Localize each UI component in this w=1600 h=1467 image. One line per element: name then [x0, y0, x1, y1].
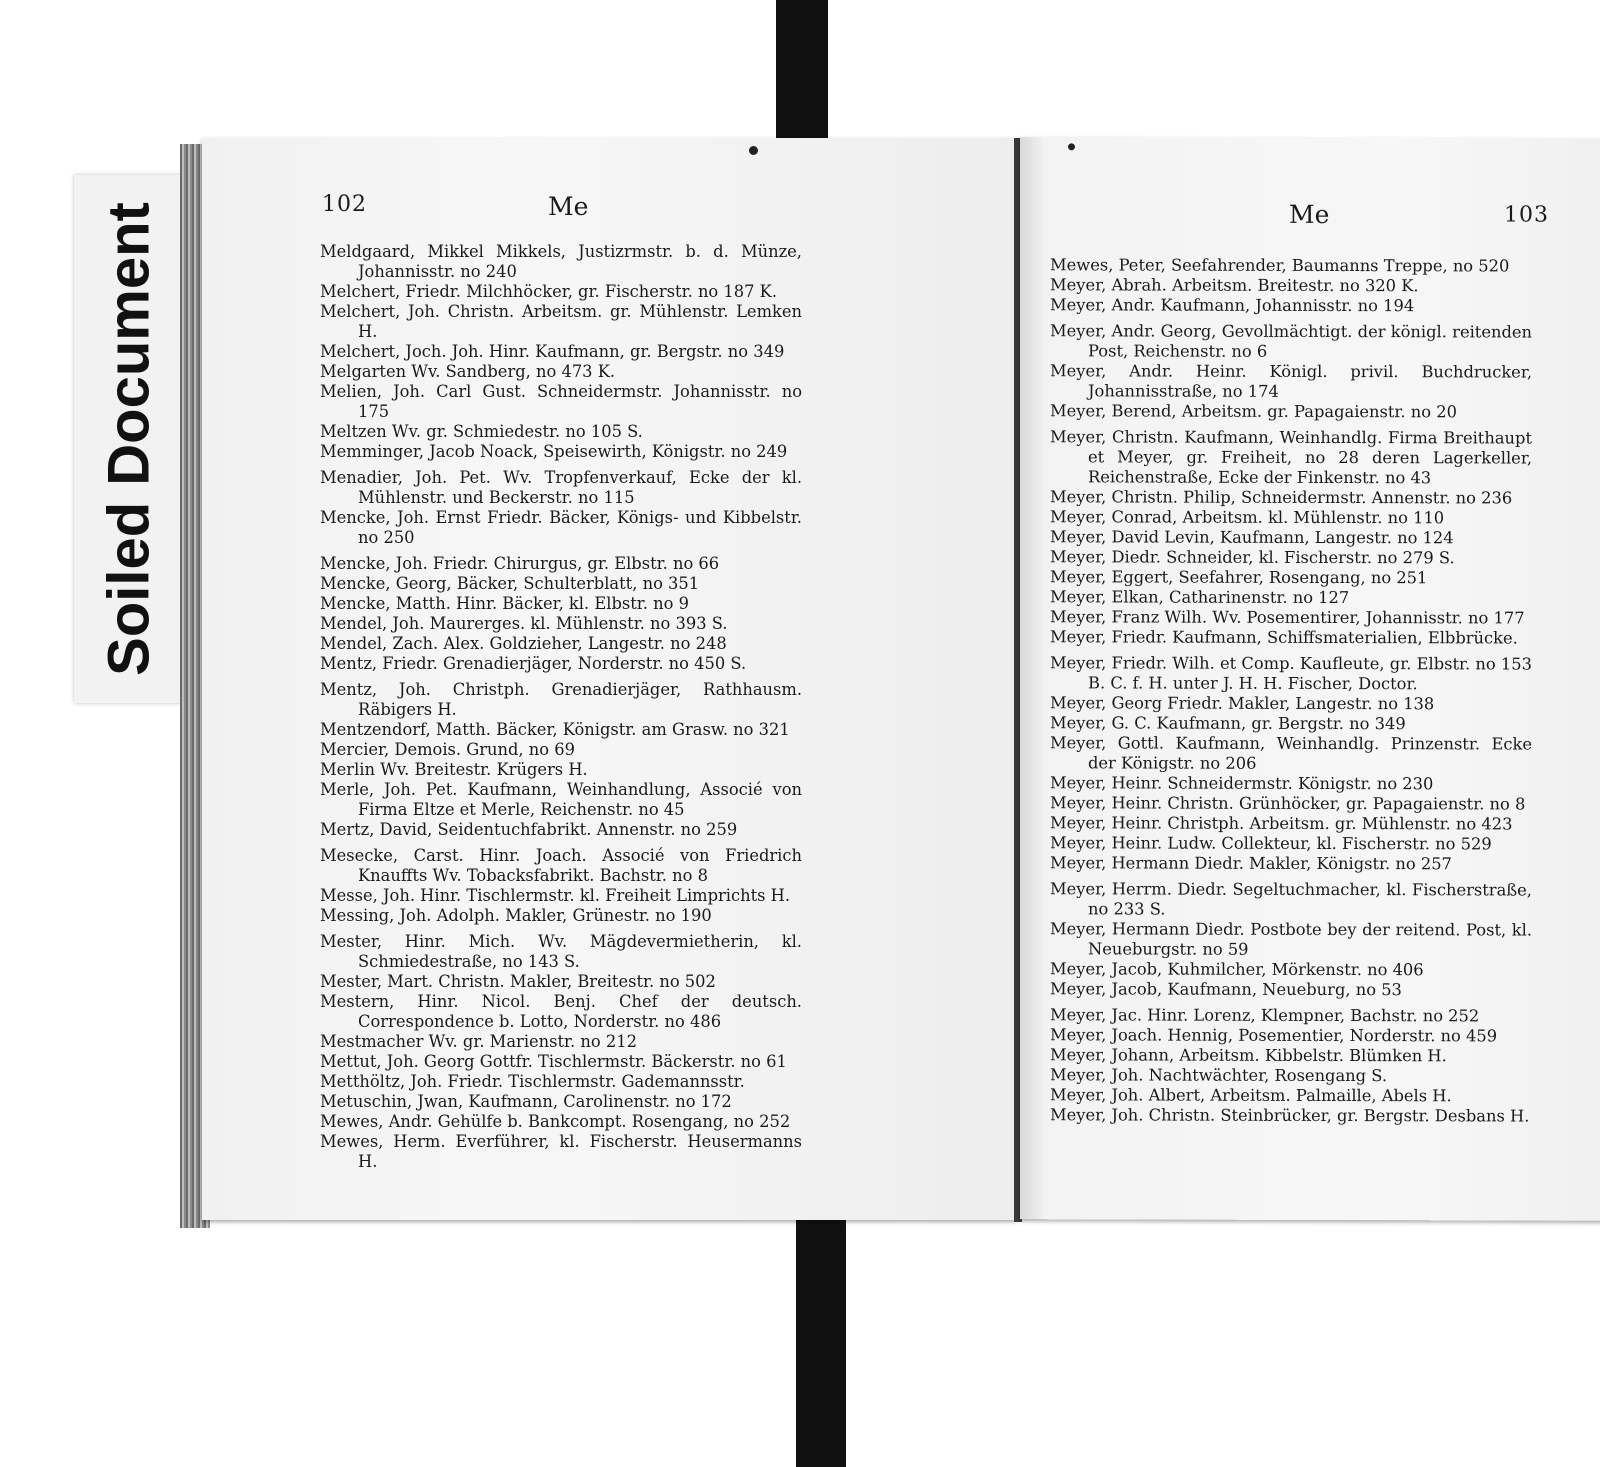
directory-entry: Mentz, Friedr. Grenadierjäger, Norderstr. no 450 S.: [320, 654, 747, 673]
directory-entry: Mencke, Georg, Bäcker, Schulterblatt, no 351: [320, 574, 700, 593]
directory-entry: Meyer, Andr. Heinr. Königl. privil. Buchdrucker, Johannisstraße, no 174: [1050, 361, 1532, 401]
directory-entry: Metuschin, Jwan, Kaufmann, Carolinenstr. no 172: [320, 1092, 732, 1111]
directory-entry: Meyer, Heinr. Ludw. Collekteur, kl. Fischerstr. no 529: [1050, 833, 1492, 854]
directory-entry: Mestern, Hinr. Nicol. Benj. Chef der deutsch. Correspondence b. Lotto, Norderstr. no 486: [320, 992, 802, 1031]
directory-entry: Mewes, Herm. Everführer, kl. Fischerstr. Heusermanns H.: [320, 1132, 802, 1171]
directory-entry: Melchert, Joch. Joh. Hinr. Kaufmann, gr. Bergstr. no 349: [320, 342, 785, 361]
directory-entry: Messe, Joh. Hinr. Tischlermstr. kl. Freiheit Limprichts H.: [320, 886, 791, 905]
directory-entry: Meyer, Herrm. Diedr. Segeltuchmacher, kl. Fischerstraße, no 233 S.: [1050, 879, 1532, 919]
scanner-strap-bottom: [796, 1205, 846, 1467]
directory-entry: Mewes, Peter, Seefahrender, Baumanns Treppe, no 520: [1050, 255, 1510, 276]
page-number-right: 103: [1504, 202, 1549, 228]
soiled-document-label: [74, 175, 184, 703]
directory-entry: Memminger, Jacob Noack, Speisewirth, Königstr. no 249: [320, 442, 788, 461]
directory-entry: Mentzendorf, Matth. Bäcker, Königstr. am Grasw. no 321: [320, 720, 790, 739]
directory-entry: Meyer, G. C. Kaufmann, gr. Bergstr. no 349: [1050, 713, 1406, 734]
left-entry-list: [320, 242, 802, 1172]
directory-entry: Meyer, Jacob, Kuhmilcher, Mörkenstr. no 406: [1050, 959, 1424, 980]
directory-entry: Meyer, Friedr. Kaufmann, Schiffsmaterialien, Elbbrücke.: [1050, 627, 1518, 648]
directory-entry: Mesecke, Carst. Hinr. Joach. Associé von Friedrich Knauffts Wv. Tobacksfabrikt. Bachstr. no 8: [320, 846, 802, 885]
directory-entry: Mertz, David, Seidentuchfabrikt. Annenstr. no 259: [320, 820, 738, 839]
directory-entry: Meyer, Eggert, Seefahrer, Rosengang, no 251: [1050, 567, 1428, 588]
directory-entry: Merle, Joh. Pet. Kaufmann, Weinhandlung, Associé von Firma Eltze et Merle, Reichenstr. no 45: [320, 780, 802, 819]
directory-entry: Meyer, Elkan, Catharinenstr. no 127: [1050, 587, 1350, 608]
scanner-strap-top: [776, 0, 828, 150]
directory-entry: Mendel, Zach. Alex. Goldzieher, Langestr. no 248: [320, 634, 727, 653]
directory-entry: Meyer, Hermann Diedr. Makler, Königstr. no 257: [1050, 853, 1452, 874]
directory-entry: Mencke, Joh. Ernst Friedr. Bäcker, Königs- und Kibbelstr. no 250: [320, 508, 802, 547]
right-page: [1020, 137, 1600, 1221]
directory-entry: Melgarten Wv. Sandberg, no 473 K.: [320, 362, 616, 381]
directory-entry: Meyer, Berend, Arbeitsm. gr. Papagaienstr. no 20: [1050, 401, 1457, 422]
directory-entry: Meldgaard, Mikkel Mikkels, Justizrmstr. b. d. Münze, Johannisstr. no 240: [320, 242, 802, 281]
directory-entry: Merlin Wv. Breitestr. Krügers H.: [320, 760, 588, 779]
directory-entry: Meyer, Christn. Kaufmann, Weinhandlg. Firma Breithaupt et Meyer, gr. Freiheit, no 28 deren Lagerkeller, Reichenstraße, Ecke der Finkenstr. no 43: [1050, 427, 1532, 488]
directory-entry: Menadier, Joh. Pet. Wv. Tropfenverkauf, Ecke der kl. Mühlenstr. und Beckerstr. no 115: [320, 468, 802, 507]
directory-entry: Melchert, Joh. Christn. Arbeitsm. gr. Mühlenstr. Lemken H.: [320, 302, 802, 341]
directory-entry: Mester, Hinr. Mich. Wv. Mägdevermietherin, kl. Schmiedestraße, no 143 S.: [320, 932, 802, 971]
directory-entry: Meyer, Joh. Christn. Steinbrücker, gr. Bergstr. Desbans H.: [1050, 1105, 1530, 1126]
directory-entry: Melchert, Friedr. Milchhöcker, gr. Fischerstr. no 187 K.: [320, 282, 778, 301]
directory-entry: Meyer, Andr. Kaufmann, Johannisstr. no 194: [1050, 295, 1415, 316]
directory-entry: Mendel, Joh. Maurerges. kl. Mühlenstr. no 393 S.: [320, 614, 728, 633]
directory-entry: Meyer, Joh. Albert, Arbeitsm. Palmaille, Abels H.: [1050, 1085, 1452, 1106]
directory-entry: Meyer, Heinr. Christn. Grünhöcker, gr. Papagaienstr. no 8: [1050, 793, 1526, 814]
directory-entry: Meyer, Joh. Nachtwächter, Rosengang S.: [1050, 1065, 1388, 1086]
directory-entry: Mester, Mart. Christn. Makler, Breitestr. no 502: [320, 972, 716, 991]
directory-entry: Meyer, David Levin, Kaufmann, Langestr. no 124: [1050, 527, 1454, 548]
directory-entry: Meyer, Diedr. Schneider, kl. Fischerstr. no 279 S.: [1050, 547, 1455, 568]
left-page: [202, 138, 1016, 1220]
directory-entry: Meyer, Friedr. Wilh. et Comp. Kaufleute, gr. Elbstr. no 153 B. C. f. H. unter J. H. H. Fischer, Doctor.: [1050, 653, 1532, 694]
directory-entry: Mencke, Joh. Friedr. Chirurgus, gr. Elbstr. no 66: [320, 554, 720, 573]
directory-entry: Meyer, Heinr. Christph. Arbeitsm. gr. Mühlenstr. no 423: [1050, 813, 1513, 834]
directory-entry: Meyer, Abrah. Arbeitsm. Breitestr. no 320 K.: [1050, 275, 1419, 296]
ink-blot: [749, 146, 758, 155]
directory-entry: Messing, Joh. Adolph. Makler, Grünestr. no 190: [320, 906, 712, 925]
directory-entry: Meyer, Franz Wilh. Wv. Posementirer, Johannisstr. no 177: [1050, 607, 1525, 628]
directory-entry: Melien, Joh. Carl Gust. Schneidermstr. Johannisstr. no 175: [320, 382, 802, 421]
directory-entry: Mestmacher Wv. gr. Marienstr. no 212: [320, 1032, 637, 1051]
directory-entry: Meyer, Christn. Philip, Schneidermstr. Annenstr. no 236: [1050, 487, 1513, 508]
directory-entry: Meyer, Conrad, Arbeitsm. kl. Mühlenstr. no 110: [1050, 507, 1445, 528]
directory-entry: Mentz, Joh. Christph. Grenadierjäger, Rathhausm. Räbigers H.: [320, 680, 802, 719]
directory-entry: Meyer, Jac. Hinr. Lorenz, Klempner, Bachstr. no 252: [1050, 1005, 1480, 1026]
soiled-document-label-text: Soiled Document: [96, 202, 162, 676]
directory-entry: Mewes, Andr. Gehülfe b. Bankcompt. Rosengang, no 252: [320, 1112, 791, 1131]
directory-entry: Mettut, Joh. Georg Gottfr. Tischlermstr. Bäckerstr. no 61: [320, 1052, 787, 1071]
directory-entry: Meyer, Johann, Arbeitsm. Kibbelstr. Blümken H.: [1050, 1045, 1447, 1066]
open-book: [180, 138, 1549, 1228]
page-number-left: 102: [322, 192, 367, 217]
right-entry-list: [1050, 255, 1532, 1126]
directory-entry: Mencke, Matth. Hinr. Bäcker, kl. Elbstr. no 9: [320, 594, 689, 613]
directory-entry: Meltzen Wv. gr. Schmiedestr. no 105 S.: [320, 422, 643, 441]
directory-entry: Meyer, Gottl. Kaufmann, Weinhandlg. Prinzenstr. Ecke der Königstr. no 206: [1050, 733, 1532, 773]
running-head-right: Me: [1289, 199, 1330, 229]
directory-entry: Meyer, Georg Friedr. Makler, Langestr. no 138: [1050, 693, 1435, 714]
directory-entry: Metthöltz, Joh. Friedr. Tischlermstr. Gademannsstr.: [320, 1072, 745, 1091]
directory-entry: Meyer, Heinr. Schneidermstr. Königstr. no 230: [1050, 773, 1434, 794]
directory-entry: Meyer, Jacob, Kaufmann, Neueburg, no 53: [1050, 979, 1402, 1000]
running-head-left: Me: [548, 192, 589, 221]
ink-blot: [1068, 143, 1075, 150]
directory-entry: Meyer, Hermann Diedr. Postbote bey der reitend. Post, kl. Neueburgstr. no 59: [1050, 919, 1532, 959]
directory-entry: Meyer, Joach. Hennig, Posementier, Norderstr. no 459: [1050, 1025, 1498, 1046]
directory-entry: Mercier, Demois. Grund, no 69: [320, 740, 575, 759]
directory-entry: Meyer, Andr. Georg, Gevollmächtigt. der königl. reitenden Post, Reichenstr. no 6: [1050, 321, 1532, 361]
